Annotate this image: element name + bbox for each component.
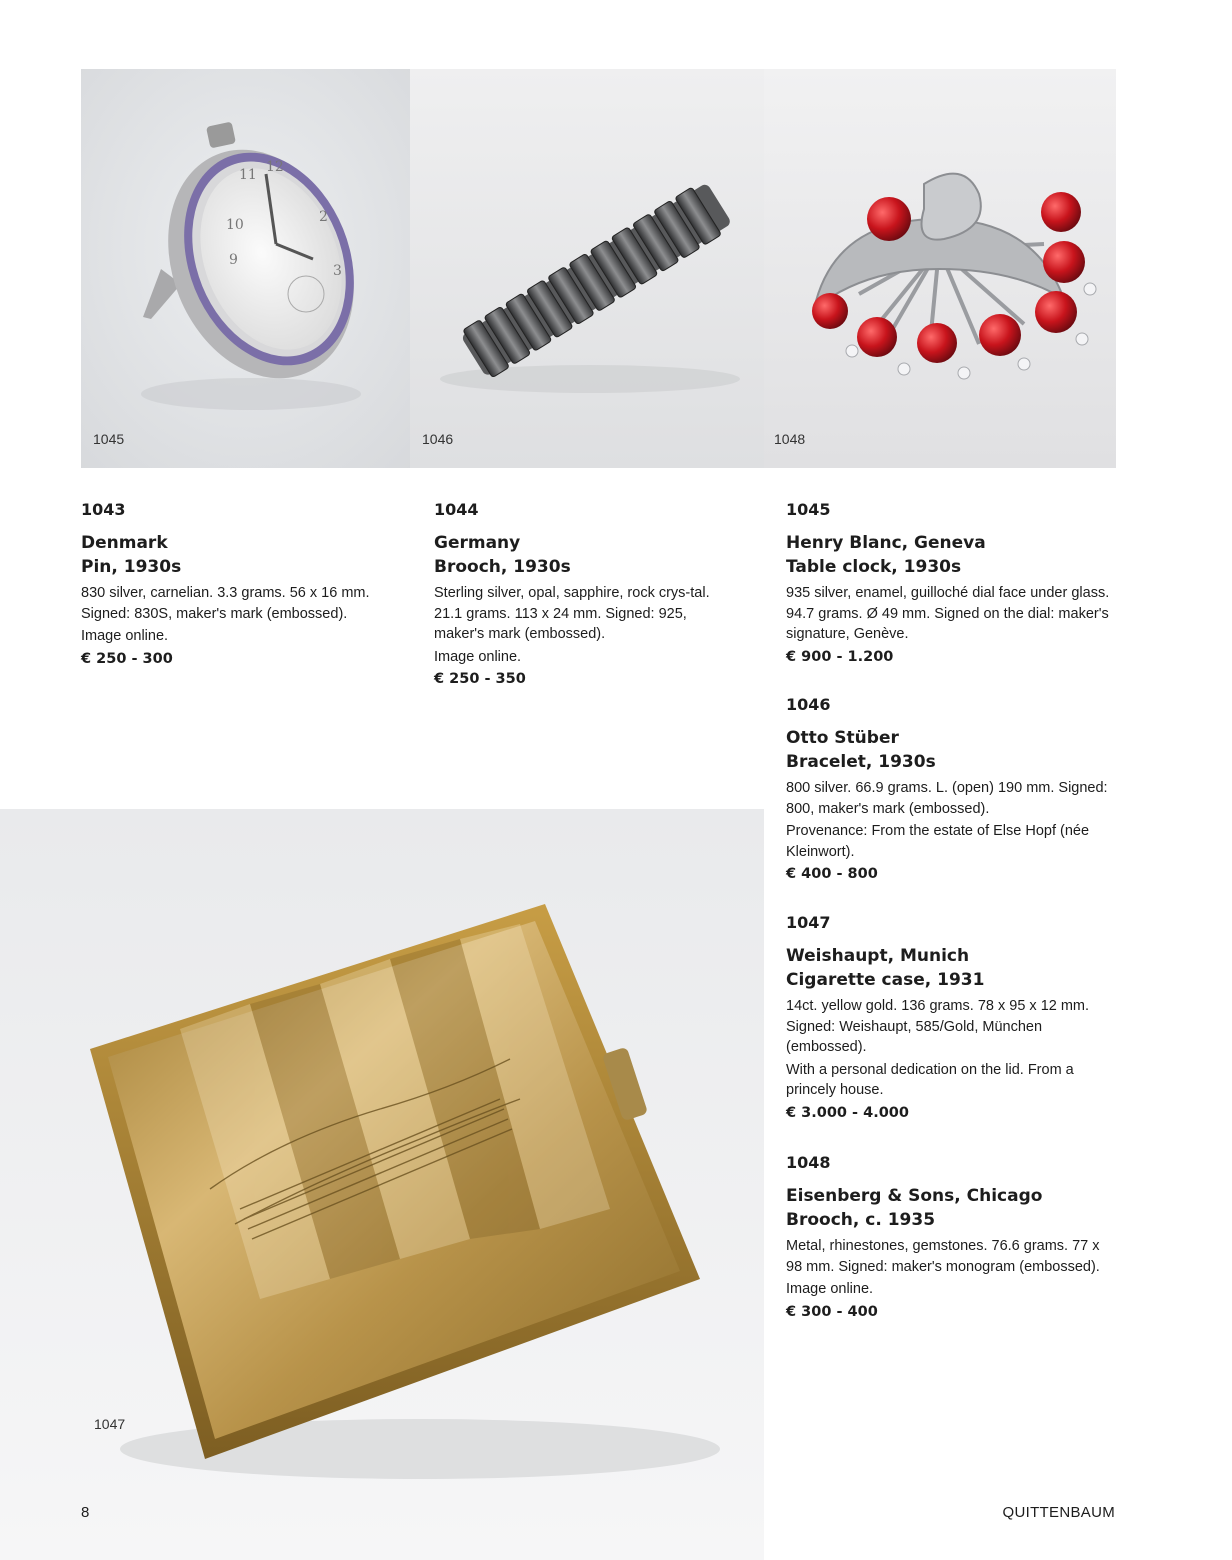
lot-estimate: € 250 - 300 <box>81 650 173 667</box>
lot-entry-1044 <box>434 500 739 690</box>
photo-bracelet <box>410 69 764 468</box>
lot-number: 1046 <box>786 695 831 714</box>
photo-lot-number: 1046 <box>422 431 454 447</box>
lot-number: 1048 <box>786 1153 831 1172</box>
lot-maker: Weishaupt, Munich <box>786 946 970 966</box>
bracelet-image <box>410 69 764 468</box>
svg-text:2: 2 <box>319 209 328 225</box>
lot-estimate: € 3.000 - 4.000 <box>786 1104 909 1121</box>
lot-entry-1043 <box>81 500 411 670</box>
photo-lot-number: 1048 <box>774 431 806 447</box>
lot-description: Sterling silver, opal, sapphire, rock crys-tal. 21.1 grams. 113 x 24 mm. Signed: 925, maker's mark (embossed). <box>434 585 710 642</box>
lot-estimate: € 250 - 350 <box>434 671 526 687</box>
lot-number: 1047 <box>786 913 831 932</box>
svg-text:10: 10 <box>226 217 244 233</box>
lot-title: Bracelet, 1930s <box>786 752 936 772</box>
page-number: 8 <box>81 1504 90 1521</box>
lot-maker: Germany <box>434 533 521 553</box>
lot-estimate: € 300 - 400 <box>786 1303 878 1320</box>
table-clock-image <box>81 69 410 468</box>
photo-cigarette-case <box>0 809 764 1560</box>
photo-brooch <box>764 69 1116 468</box>
lot-note: With a personal dedication on the lid. From a princely house. <box>786 1061 1074 1098</box>
lot-title: Brooch, 1930s <box>434 557 571 577</box>
photo-lot-number: 1047 <box>94 1416 126 1432</box>
lot-estimate: € 400 - 800 <box>786 866 878 882</box>
lot-title: Cigarette case, 1931 <box>786 970 985 990</box>
lot-description: Metal, rhinestones, gemstones. 76.6 grams. 77 x 98 mm. Signed: maker's monogram (embossed). <box>786 1238 1100 1275</box>
lot-description: 830 silver, carnelian. 3.3 grams. 56 x 16 mm. Signed: 830S, maker's mark (embossed). <box>81 585 370 622</box>
lot-maker: Denmark <box>81 533 168 553</box>
lot-note: Provenance: From the estate of Else Hopf (née Kleinwort). <box>786 823 1090 860</box>
svg-text:11: 11 <box>239 167 257 183</box>
lot-note: Image online. <box>81 628 169 644</box>
svg-text:9: 9 <box>229 252 238 268</box>
lot-number: 1045 <box>786 500 831 519</box>
svg-text:3: 3 <box>333 263 342 279</box>
lot-maker: Henry Blanc, Geneva <box>786 533 986 553</box>
photo-lot-number: 1045 <box>93 431 125 447</box>
lot-entry-1045 <box>786 500 1116 668</box>
lot-entry-1048 <box>786 1153 1116 1323</box>
lot-title: Pin, 1930s <box>81 557 182 577</box>
lot-description: 14ct. yellow gold. 136 grams. 78 x 95 x 12 mm. Signed: Weishaupt, 585/Gold, München (embossed). <box>786 998 1090 1055</box>
lot-maker: Otto Stüber <box>786 728 899 748</box>
lot-description: 800 silver. 66.9 grams. L. (open) 190 mm. Signed: 800, maker's mark (embossed). <box>786 780 1108 817</box>
lot-number: 1044 <box>434 500 479 519</box>
brand-name: QUITTENBAUM <box>1002 1504 1115 1521</box>
lot-note: Image online. <box>434 648 522 665</box>
svg-text:12: 12 <box>266 159 284 175</box>
lot-title: Table clock, 1930s <box>786 557 962 577</box>
lot-description: 935 silver, enamel, guilloché dial face under glass. 94.7 grams. Ø 49 mm. Signed on the dial: maker's signature, Genève. <box>786 585 1110 642</box>
lot-note: Image online. <box>786 1281 874 1297</box>
lot-title: Brooch, c. 1935 <box>786 1210 936 1230</box>
lot-entry-1047 <box>786 913 1116 1124</box>
lot-maker: Eisenberg & Sons, Chicago <box>786 1186 1043 1206</box>
photo-table-clock <box>81 69 410 468</box>
brooch-image <box>764 69 1116 468</box>
cigarette-case-image <box>0 809 764 1560</box>
lot-entry-1046 <box>786 695 1116 885</box>
lot-number: 1043 <box>81 500 126 519</box>
lot-estimate: € 900 - 1.200 <box>786 648 894 665</box>
